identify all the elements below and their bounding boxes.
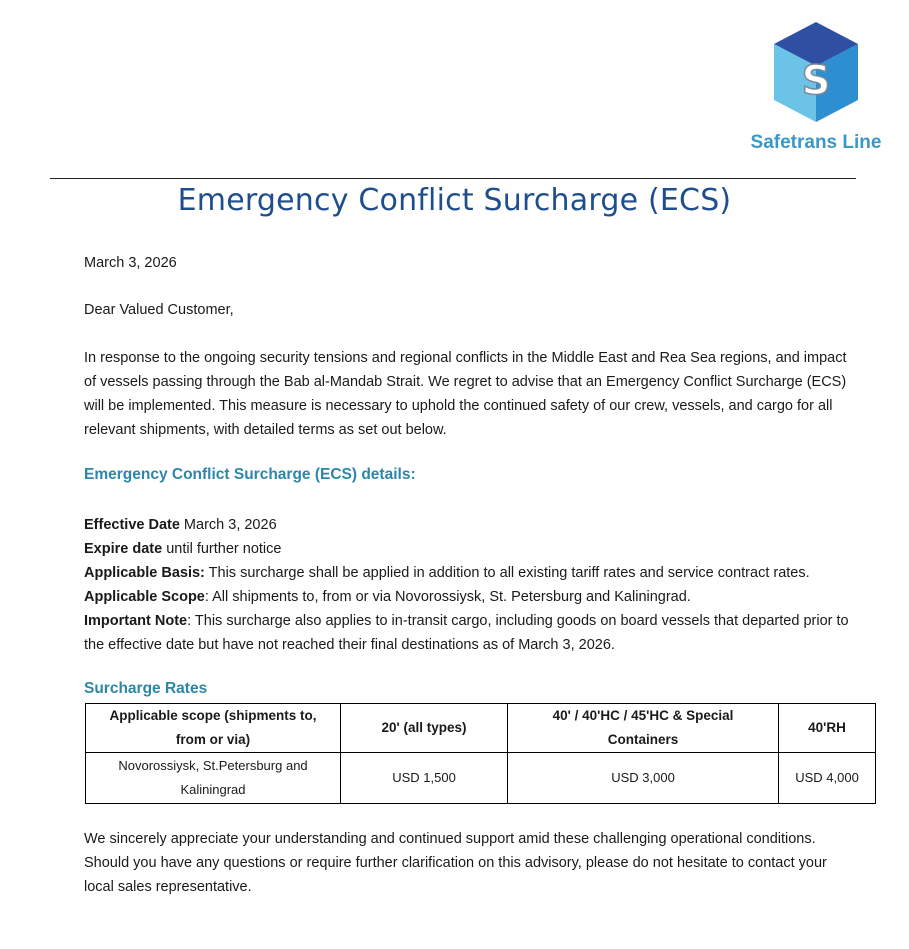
column-header-40ft: 40' / 40'HC / 45'HC & Special Containers (508, 704, 779, 753)
rates-heading: Surcharge Rates (84, 680, 208, 697)
company-name: Safetrans Line (750, 132, 882, 153)
applicable-scope-row (84, 585, 860, 609)
column-header-scope: Applicable scope (shipments to, from or via) (86, 704, 341, 753)
greeting: Dear Valued Customer, (84, 302, 234, 318)
intro-line: In response to the ongoing security tensions and regional conflicts in the Middle East and Rea Sea regions, and impact (84, 350, 847, 366)
intro-line: will be implemented. This measure is necessary to uphold the continued safety of our crew, vessels, and cargo for all (84, 398, 833, 414)
column-header-20ft: 20' (all types) (341, 704, 508, 753)
surcharge-rates-table (85, 703, 876, 804)
important-note-value: : This surcharge also applies to in-transit cargo, including goods on board vessels that departed prior to (187, 613, 849, 629)
effective-date-value: March 3, 2026 (179, 517, 277, 533)
table-row (86, 753, 876, 804)
closing-paragraph (84, 827, 860, 899)
cube-logo-icon (774, 22, 858, 122)
closing-line: local sales representative. (84, 879, 252, 895)
expire-date-row (84, 537, 860, 561)
cell-rate-40ft: USD 3,000 (508, 753, 779, 804)
closing-line: Should you have any questions or require further clarification on this advisory, please do not hesitate to contact your (84, 855, 827, 871)
closing-line: We sincerely appreciate your understanding and continued support amid these challenging operational conditions. (84, 831, 816, 847)
cell-rate-40rh: USD 4,000 (779, 753, 876, 804)
expire-date-label: Expire date (84, 541, 163, 557)
intro-paragraph (84, 346, 860, 442)
page-title: Emergency Conflict Surcharge (ECS) (177, 183, 732, 218)
intro-line: of vessels passing through the Bab al-Mandab Strait. We regret to advise that an Emergency Conflict Surcharge (ECS) (84, 374, 847, 390)
table-header-row (86, 704, 876, 753)
effective-date-label: Effective Date (84, 517, 180, 533)
applicable-basis-row (84, 561, 860, 585)
important-note-continued: the effective date but have not reached their final destinations as of March 3, 2026. (84, 637, 615, 653)
company-logo (748, 22, 884, 162)
details-heading: Emergency Conflict Surcharge (ECS) details: (84, 466, 416, 483)
header-divider (50, 178, 856, 179)
letter-date: March 3, 2026 (84, 255, 177, 271)
logo-letter: S (801, 58, 831, 104)
intro-line: relevant shipments, with detailed terms as set out below. (84, 422, 447, 438)
effective-date-row (84, 513, 860, 537)
important-note-row (84, 609, 860, 633)
details-list (84, 513, 860, 657)
column-header-40rh: 40'RH (779, 704, 876, 753)
cell-scope: Novorossiysk, St.Petersburg and Kaliningrad (86, 753, 341, 804)
applicable-basis-label: Applicable Basis: (84, 565, 205, 581)
applicable-scope-label: Applicable Scope (84, 589, 205, 605)
cell-rate-20ft: USD 1,500 (341, 753, 508, 804)
applicable-basis-value: This surcharge shall be applied in addition to all existing tariff rates and service contract rates. (204, 565, 810, 581)
important-note-label: Important Note (84, 613, 188, 629)
expire-date-value: until further notice (162, 541, 282, 557)
applicable-scope-value: : All shipments to, from or via Novorossiysk, St. Petersburg and Kaliningrad. (204, 589, 691, 605)
